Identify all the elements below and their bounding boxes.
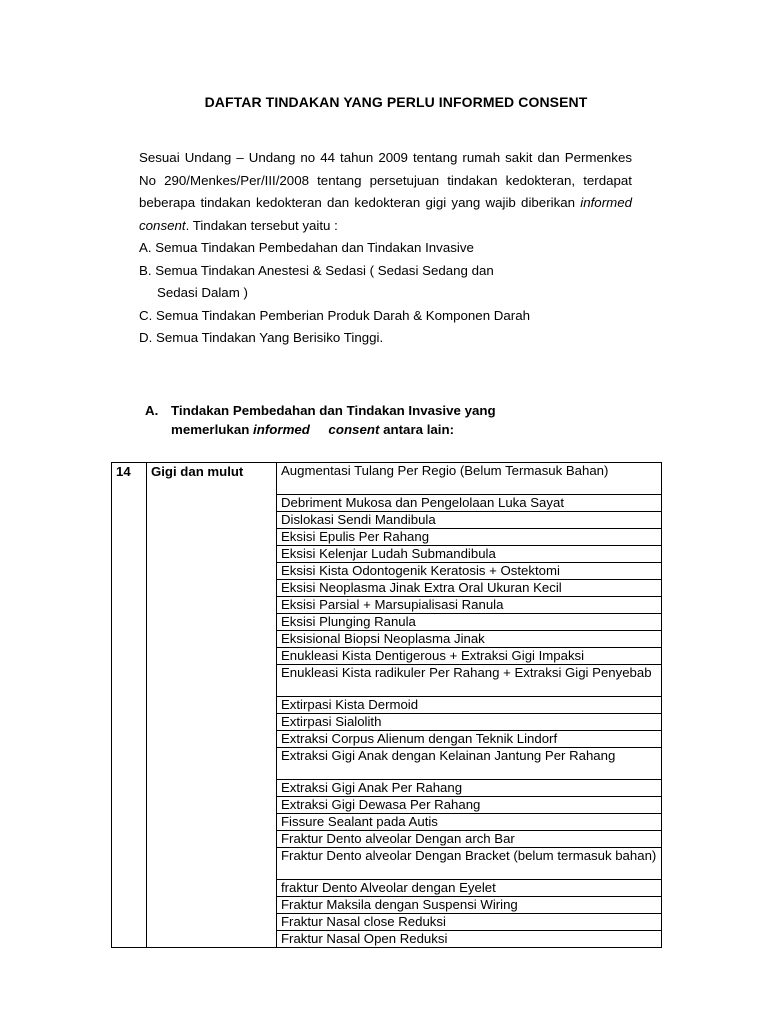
action-cell: Fraktur Nasal Open Reduksi: [277, 931, 662, 948]
action-cell: Extirpasi Sialolith: [277, 714, 662, 731]
action-cell: Fraktur Dento alveolar Dengan Bracket (belum termasuk bahan): [277, 848, 662, 880]
intro-section: [139, 147, 632, 350]
section-a-letter: A.: [145, 403, 159, 418]
section-a-line2-post: antara lain:: [379, 422, 455, 437]
action-cell: Eksisi Epulis Per Rahang: [277, 529, 662, 546]
document-title: DAFTAR TINDAKAN YANG PERLU INFORMED CONSENT: [204, 94, 588, 110]
action-cell: Fraktur Dento alveolar Dengan arch Bar: [277, 831, 662, 848]
action-cell: Eksisi Plunging Ranula: [277, 614, 662, 631]
action-cell: Debriment Mukosa dan Pengelolaan Luka Sayat: [277, 495, 662, 512]
action-cell: Eksisi Parsial + Marsupialisasi Ranula: [277, 597, 662, 614]
action-cell: Fraktur Maksila dengan Suspensi Wiring: [277, 897, 662, 914]
action-cell: Extraksi Corpus Alienum dengan Teknik Lindorf: [277, 731, 662, 748]
list-item-d: D. Semua Tindakan Yang Berisiko Tinggi.: [139, 330, 384, 345]
actions-table: [111, 462, 662, 948]
action-cell: Extraksi Gigi Dewasa Per Rahang: [277, 797, 662, 814]
section-a-line1: Tindakan Pembedahan dan Tindakan Invasive yang: [171, 403, 496, 418]
action-cell: Eksisi Kelenjar Ludah Submandibula: [277, 546, 662, 563]
list-item-c: C. Semua Tindakan Pemberian Produk Darah & Komponen Darah: [139, 307, 530, 323]
row-number-cell: 14: [112, 463, 147, 948]
section-a-consent: consent: [328, 422, 380, 437]
list-item-b-continuation: Sedasi Dalam ): [157, 285, 248, 300]
intro-paragraph: [139, 147, 632, 237]
section-a-line2: [145, 420, 665, 439]
action-cell: Fraktur Nasal close Reduksi: [277, 914, 662, 931]
action-cell: Augmentasi Tulang Per Regio (Belum Termasuk Bahan): [277, 463, 662, 495]
action-cell: Enukleasi Kista radikuler Per Rahang + Extraksi Gigi Penyebab: [277, 665, 662, 697]
action-cell: Enukleasi Kista Dentigerous + Extraksi Gigi Impaksi: [277, 648, 662, 665]
action-cell: Extraksi Gigi Anak dengan Kelainan Jantung Per Rahang: [277, 748, 662, 780]
section-a-gap: [310, 422, 328, 437]
action-cell: Eksisi Neoplasma Jinak Extra Oral Ukuran Kecil: [277, 580, 662, 597]
action-cell: Eksisi Kista Odontogenik Keratosis + Ostektomi: [277, 563, 662, 580]
section-a-line2-pre: memerlukan: [171, 422, 254, 437]
list-item-a: A. Semua Tindakan Pembedahan dan Tindakan Invasive: [139, 240, 474, 255]
action-cell: fraktur Dento Alveolar dengan Eyelet: [277, 880, 662, 897]
intro-emphasis: informed consent: [139, 195, 632, 233]
category-cell: Gigi dan mulut: [147, 463, 277, 948]
action-cell: Dislokasi Sendi Mandibula: [277, 512, 662, 529]
list-item-b: B. Semua Tindakan Anestesi & Sedasi ( Sedasi Sedang dan: [139, 262, 494, 278]
section-a-heading: [145, 401, 665, 439]
section-a-informed: informed: [253, 422, 310, 437]
action-cell: Eksisional Biopsi Neoplasma Jinak: [277, 631, 662, 648]
action-cell: Extirpasi Kista Dermoid: [277, 697, 662, 714]
action-cell: Extraksi Gigi Anak Per Rahang: [277, 780, 662, 797]
table-row: [112, 463, 662, 495]
intro-text-end: . Tindakan tersebut yaitu :: [185, 217, 338, 233]
intro-text: Sesuai Undang – Undang no 44 tahun 2009 tentang rumah sakit dan Permenkes No 290/Menkes/Per/III/2008 tentang persetujuan tindakan kedokteran, terdapat beberapa tindakan kedokteran dan kedokteran gigi yang wajib diberikan: [139, 150, 632, 210]
action-cell: Fissure Sealant pada Autis: [277, 814, 662, 831]
